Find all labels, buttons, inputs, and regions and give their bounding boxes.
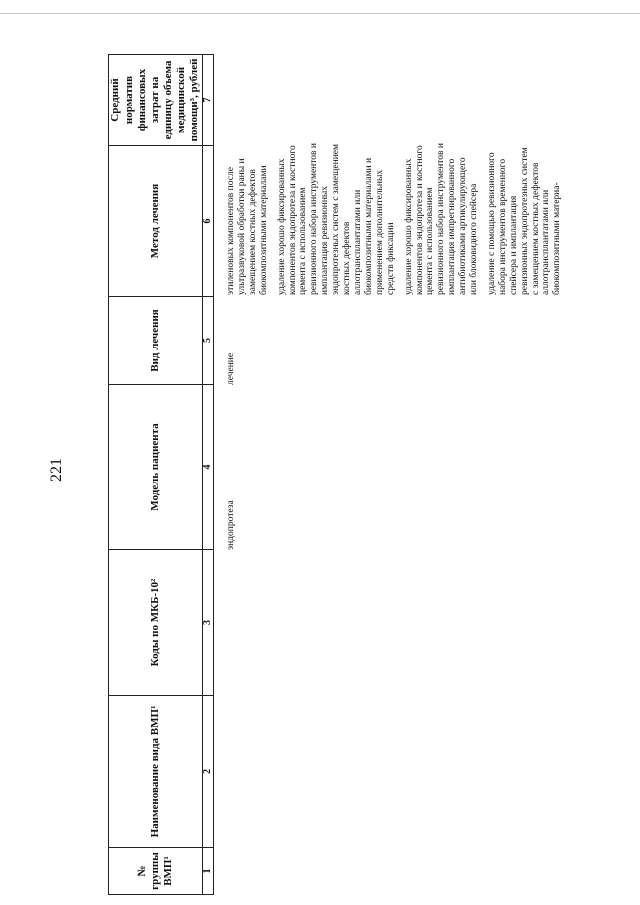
header-treatment-type: Вид лечения <box>109 297 203 385</box>
cell-treatment-type: лечение <box>226 352 236 385</box>
method-paragraph: удаление хорошо фиксированных компонентов эндопротеза и костного цемента с использованием ревизионного набора инструментов и имплантация импрегнированного антибиотиками артикулирующего или блоковидного спейсера <box>403 143 480 295</box>
header-vmp-name: Наименование вида ВМП¹ <box>109 696 203 848</box>
cell-patient-model: эндопротеза <box>226 500 236 550</box>
column-number: 4 <box>203 385 214 550</box>
column-number-row <box>203 55 214 895</box>
column-number: 1 <box>203 848 214 895</box>
header-treatment-method: Метод лечения <box>109 146 203 297</box>
method-paragraph: удаление хорошо фиксированных компонентов эндопротеза и костного цемента с использованием ревизионного набора инструментов и имплантация ревизионных эндопротезных систем с замещением костных дефектов аллотрансплантатами или биокомпозитными материалами и применением дополнительных средств фиксации <box>276 143 396 295</box>
header-patient-model: Модель пациента <box>109 385 203 550</box>
column-number: 6 <box>203 146 214 297</box>
cell-treatment-methods <box>226 143 570 295</box>
header-cost-standard: Средний норматив финансовых затрат на единицу объема медицинской помощи³, рублей <box>109 55 203 146</box>
rotated-page-content <box>108 55 628 895</box>
top-rule <box>0 13 640 14</box>
header-group-number: № группы ВМП¹ <box>109 848 203 895</box>
column-number: 5 <box>203 297 214 385</box>
method-paragraph: этиленовых компонентов после ультразвуковой обработки раны и замещением костных дефектов биокомпозитными материалами <box>226 158 269 295</box>
page-number: 221 <box>48 458 65 482</box>
column-number: 7 <box>203 55 214 146</box>
column-number: 3 <box>203 550 214 696</box>
header-icd-codes: Коды по МКБ-10² <box>109 550 203 696</box>
column-number: 2 <box>203 696 214 848</box>
table-header-row <box>109 55 203 895</box>
method-paragraph: удаление с помощью ревизионного набора инструментов временного спейсера и имплантация ревизионных эндопротезных систем с замещением костных дефектов аллотрансплантатами или биокомпозитными материа- <box>486 147 563 295</box>
vmp-table <box>108 54 214 895</box>
